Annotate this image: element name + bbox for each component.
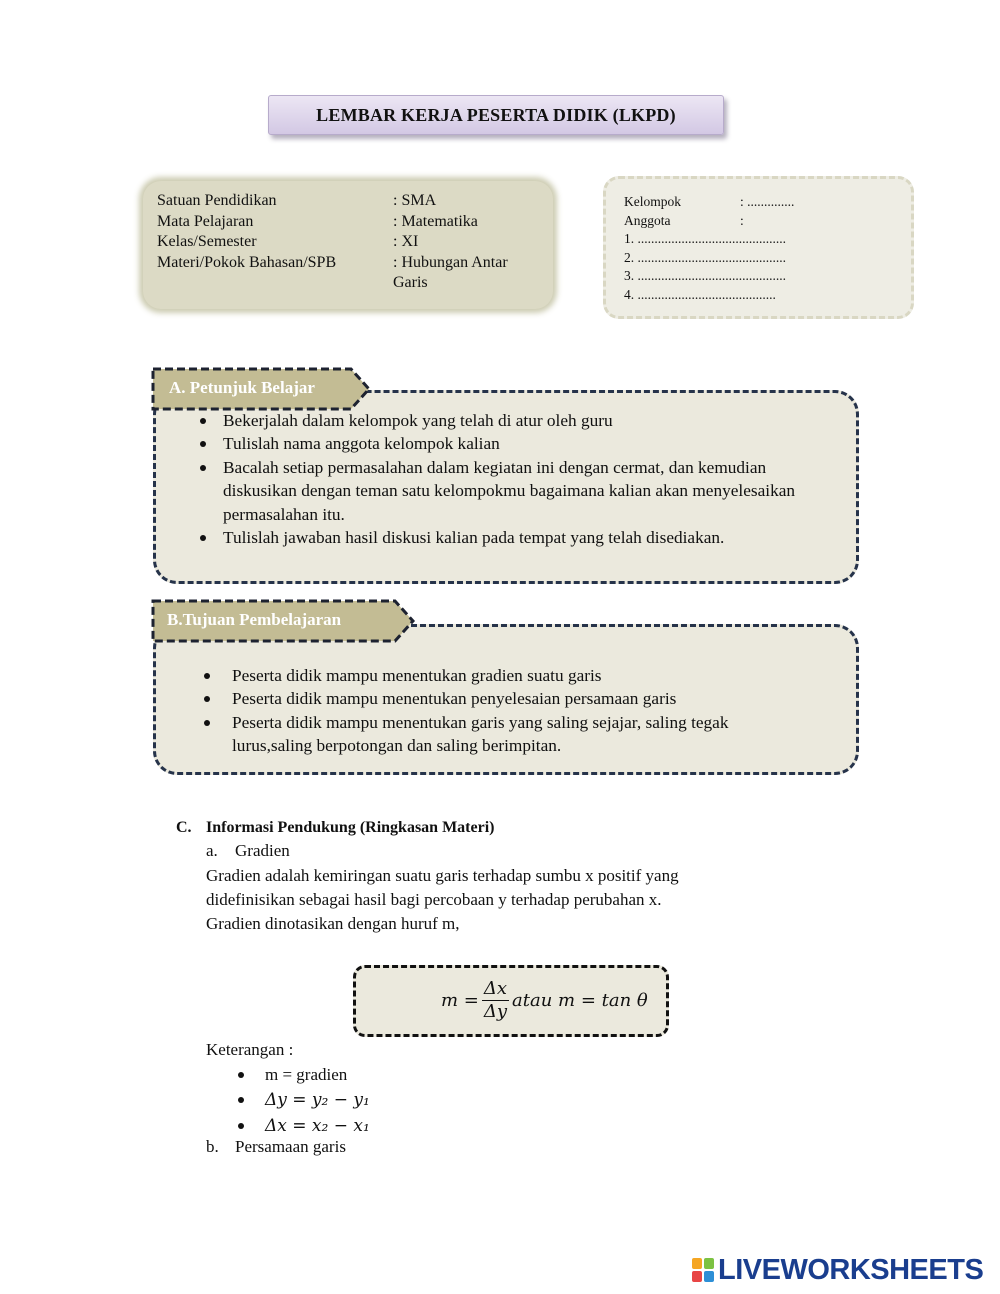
bullet-icon: [200, 465, 206, 471]
group-label: Kelompok: [624, 194, 681, 209]
list-item: [204, 711, 794, 758]
formula-lhs: m =: [441, 989, 479, 1011]
info-row: [157, 191, 533, 212]
member-field[interactable]: 4. .........................................: [624, 286, 776, 302]
subsection-a-letter: a.: [206, 841, 218, 860]
info-label: Satuan Pendidikan: [157, 192, 277, 209]
group-row: [624, 193, 794, 212]
bullet-icon: [204, 696, 210, 702]
members-colon: :: [740, 212, 744, 228]
list-item-text: Peserta didik mampu menentukan penyelesaian persamaan garis: [232, 689, 677, 709]
page-title-text: LEMBAR KERJA PESERTA DIDIK (LKPD): [316, 104, 676, 125]
gradient-formula: [441, 976, 648, 1024]
info-label: Materi/Pokok Bahasan/SPB: [157, 253, 337, 271]
info-value: : SMA: [393, 192, 437, 209]
subsection-b-letter: b.: [206, 1137, 219, 1156]
bullet-icon: [204, 673, 210, 679]
list-item-text: Bekerjalah dalam kelompok yang telah di atur oleh guru: [223, 411, 613, 430]
formula-box: [353, 965, 669, 1037]
bullet-icon: [200, 535, 206, 541]
subsection-a-title: Gradien: [235, 841, 290, 860]
liveworksheets-logo-text: LIVEWORKSHEETS: [718, 1254, 984, 1286]
member-field[interactable]: 3. ............................................: [624, 268, 786, 283]
info-row: [157, 232, 533, 253]
bullet-icon: [238, 1097, 244, 1103]
list-item: [204, 687, 824, 710]
list-item: [238, 1087, 370, 1113]
list-item: [238, 1062, 370, 1087]
bullet-icon: [200, 418, 206, 424]
note-text: Δy = y₂ − y₁: [265, 1090, 370, 1110]
info-row: [157, 253, 533, 294]
bullet-icon: [238, 1072, 244, 1078]
info-row: [157, 212, 533, 233]
list-item-text: Tulislah jawaban hasil diskusi kalian pada tempat yang telah disediakan.: [223, 528, 725, 548]
list-item-text: Bacalah setiap permasalahan dalam kegiatan ini dengan cermat, dan kemudian diskusikan dengan teman satu kelompokmu bagaimana kalian akan menyelesaikan permasalahan itu.: [223, 457, 796, 524]
section-a-title: A. Petunjuk Belajar: [169, 378, 315, 397]
group-members-box: [603, 176, 914, 319]
formula-denominator: Δy: [483, 1000, 508, 1022]
section-c-title: Informasi Pendukung (Ringkasan Materi): [206, 819, 495, 836]
liveworksheets-logo: [692, 1255, 983, 1285]
list-item: [200, 456, 835, 526]
list-item: [204, 664, 824, 687]
page-title: [268, 95, 724, 135]
info-value: : Hubungan Antar Garis: [393, 253, 508, 291]
info-value: : XI: [393, 233, 419, 250]
formula-numerator: Δx: [483, 977, 508, 999]
members-row: [624, 212, 794, 231]
paragraph-line: Gradien adalah kemiringan suatu garis terhadap sumbu x positif yang: [206, 866, 679, 885]
objectives-list: [204, 664, 824, 758]
section-c-letter: C.: [176, 819, 192, 836]
info-value: : Matematika: [393, 212, 478, 230]
list-item-text: Peserta didik mampu menentukan gradien suatu garis: [232, 666, 602, 685]
group-value-field[interactable]: : ..............: [740, 194, 795, 209]
info-label: Mata Pelajaran: [157, 212, 254, 230]
bullet-icon: [204, 720, 210, 726]
liveworksheets-logo-icon: [692, 1258, 714, 1282]
subsection-a-heading: [206, 839, 290, 863]
bullet-icon: [238, 1123, 244, 1129]
note-text: m = gradien: [265, 1065, 348, 1084]
list-item: [200, 432, 840, 455]
info-label: Kelas/Semester: [157, 233, 257, 250]
member-field[interactable]: 2. ............................................: [624, 249, 786, 265]
subsection-b-heading: [206, 1135, 346, 1159]
note-text: Δx = x₂ − x₁: [265, 1116, 370, 1136]
member-field[interactable]: 1. ............................................: [624, 231, 786, 246]
identity-info-box: [143, 181, 553, 309]
members-label: Anggota: [624, 212, 671, 228]
list-item-text: Peserta didik mampu menentukan garis yang saling sejajar, saling tegak lurus,saling berpotongan dan saling berimpitan.: [232, 712, 729, 756]
gradient-definition: [206, 864, 679, 936]
bullet-icon: [200, 441, 206, 447]
section-c-heading: [176, 816, 494, 840]
list-item: [200, 409, 840, 432]
keterangan-label: Keterangan :: [206, 1040, 294, 1059]
subsection-b-title: Persamaan garis: [235, 1137, 346, 1156]
paragraph-line: Gradien dinotasikan dengan huruf m,: [206, 914, 460, 933]
notes-list: [238, 1062, 370, 1139]
formula-fraction: [482, 978, 509, 1023]
paragraph-line: didefinisikan sebagai hasil bagi percobaan y terhadap perubahan x.: [206, 890, 662, 909]
list-item-text: Tulislah nama anggota kelompok kalian: [223, 434, 500, 454]
instructions-list: [200, 409, 840, 549]
list-item: [200, 526, 840, 549]
section-b-title: B.Tujuan Pembelajaran: [167, 610, 342, 629]
formula-rest: atau m = tan θ: [512, 989, 648, 1011]
